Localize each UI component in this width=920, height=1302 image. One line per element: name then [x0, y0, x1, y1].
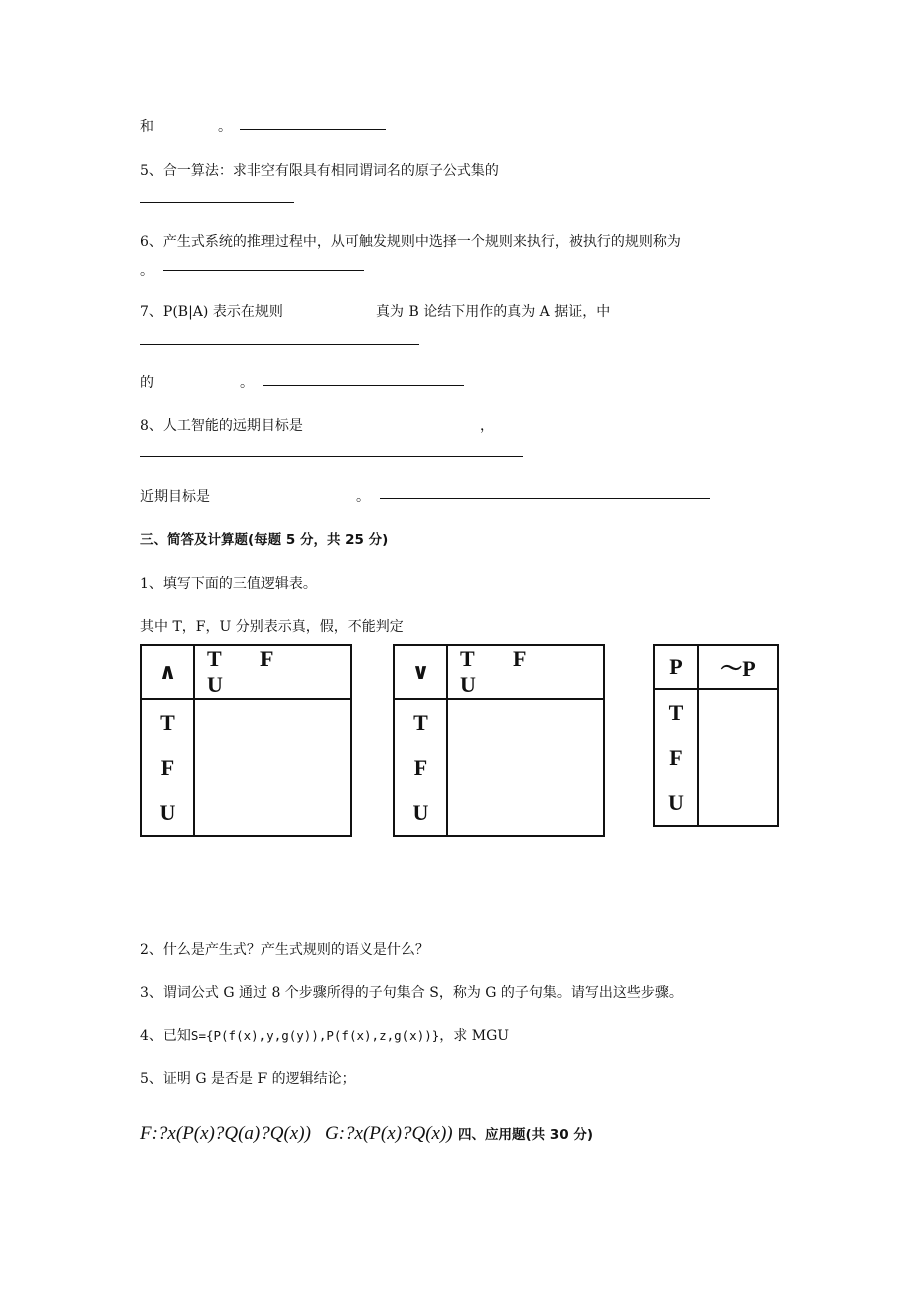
not-variable: P — [654, 645, 698, 689]
answer-blank — [140, 456, 523, 457]
question-8-comma: ， — [480, 418, 494, 434]
question-6: 6、产生式系统的推理过程中，从可触发规则中选择一个规则来执行，被执行的规则称为 — [140, 234, 681, 250]
question-7-cont: 真为 B 论结下用作的真为 A 据证，中 — [376, 304, 611, 320]
question-7-period: 。 — [240, 375, 254, 391]
col-header: F — [260, 646, 274, 671]
answer-blank — [140, 344, 419, 345]
answer-area — [698, 689, 778, 826]
question-7-de: 的 — [140, 375, 154, 391]
question-3-4-prefix: 4、已知 — [140, 1028, 191, 1044]
truth-table-and — [140, 644, 352, 837]
answer-area — [447, 699, 604, 836]
row-header: U — [412, 800, 429, 825]
answer-blank — [263, 385, 464, 386]
question-3-1: 1、填写下面的三值逻辑表。 — [140, 576, 317, 592]
question-3-3: 3、谓词公式 G 通过 8 个步骤所得的子句集合 S，称为 G 的子句集。请写出这些步骤。 — [140, 985, 683, 1001]
question-6-tail: 。 — [140, 263, 154, 279]
answer-blank — [380, 498, 710, 499]
question-7: 7、P(B|A) 表示在规则 — [140, 304, 283, 320]
answer-blank — [140, 202, 294, 203]
question-3-5: 5、证明 G 是否是 F 的逻辑结论； — [140, 1071, 356, 1087]
truth-table-not — [653, 644, 779, 827]
question-3-1-note: 其中 T，F，U 分别表示真，假，不能判定 — [140, 619, 404, 635]
question-8: 8、人工智能的远期目标是 — [140, 418, 303, 434]
and-operator: ∧ — [141, 645, 194, 699]
question-3-4 — [140, 1027, 509, 1045]
question-8-period: 。 — [356, 489, 370, 505]
q-line-period: 。 — [218, 119, 232, 135]
truth-table-or — [393, 644, 605, 837]
section-4-title: 四、应用题(共 30 分) — [458, 1127, 594, 1143]
row-header: U — [668, 790, 684, 815]
not-column-header: ～P — [698, 645, 778, 689]
row-header: U — [159, 800, 176, 825]
q-line-he: 和 — [140, 119, 154, 135]
question-8-near: 近期目标是 — [140, 489, 210, 505]
row-header: T — [668, 700, 684, 725]
col-header: F — [513, 646, 527, 671]
row-header: F — [413, 755, 428, 780]
question-3-4-suffix: ，求 MGU — [439, 1028, 510, 1044]
row-header: T — [160, 710, 175, 735]
clause-set: S={P(f(x),y,g(y)),P(f(x),z,g(x))} — [190, 1028, 440, 1043]
or-operator: ∨ — [394, 645, 447, 699]
col-header: U — [460, 672, 476, 697]
col-header: T — [207, 646, 222, 671]
question-3-2: 2、什么是产生式？产生式规则的语义是什么？ — [140, 942, 429, 958]
col-header: T — [460, 646, 475, 671]
formula-f: F:?x(P(x)?Q(a)?Q(x)) — [140, 1123, 311, 1144]
formula-g: G:?x(P(x)?Q(x)) — [325, 1123, 453, 1144]
row-header: T — [413, 710, 428, 735]
answer-blank — [240, 129, 386, 130]
answer-blank — [163, 270, 364, 271]
row-header: F — [669, 745, 683, 770]
question-5: 5、合一算法：求非空有限具有相同谓词名的原子公式集的 — [140, 163, 499, 179]
row-header: F — [160, 755, 175, 780]
answer-area — [194, 699, 351, 836]
col-header: U — [207, 672, 223, 697]
section-3-title: 三、简答及计算题(每题 5 分，共 25 分) — [140, 532, 389, 548]
